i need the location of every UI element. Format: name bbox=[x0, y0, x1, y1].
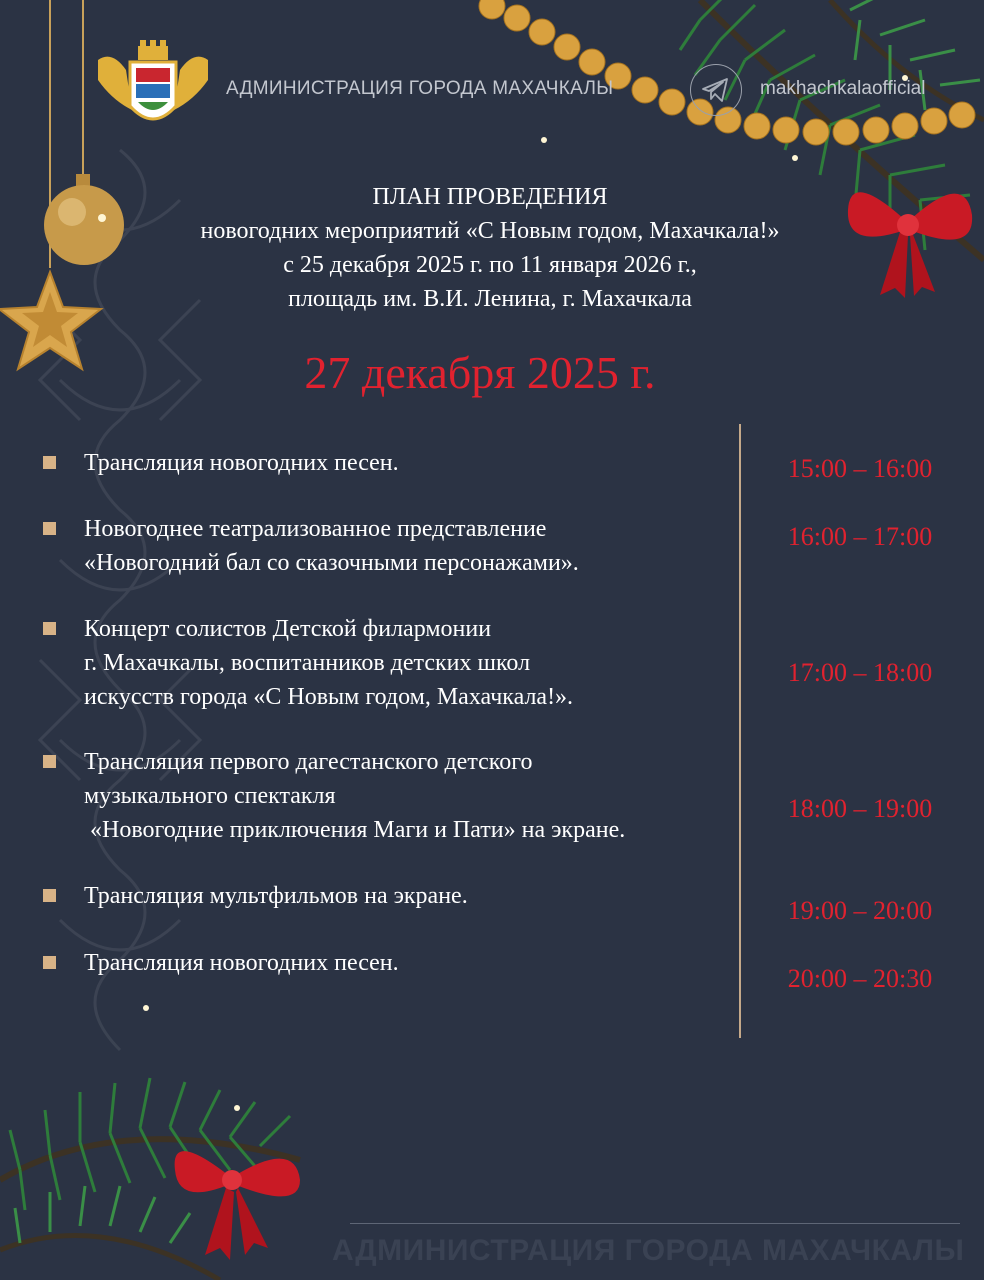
event-line: «Новогодний бал со сказочными персонажами». bbox=[84, 550, 579, 576]
bauble-highlight bbox=[58, 198, 86, 226]
red-bow-bottom-icon bbox=[175, 1151, 300, 1260]
event-line: Трансляция первого дагестанского детского bbox=[84, 749, 533, 775]
event-time: 16:00 – 17:00 bbox=[787, 522, 933, 551]
footer-organization: АДМИНИСТРАЦИЯ ГОРОДА МАХАЧКАЛЫ bbox=[332, 1234, 965, 1267]
title-line-2: новогодних мероприятий «С Новым годом, Махачкала!» bbox=[200, 218, 780, 244]
event-line: Трансляция новогодних песен. bbox=[84, 950, 399, 976]
bullet-square-icon bbox=[43, 956, 56, 969]
bullet-square-icon bbox=[43, 755, 56, 768]
event-description bbox=[84, 612, 734, 714]
event-line: «Новогодние приключения Маги и Пати» на экране. bbox=[84, 817, 626, 843]
schedule-divider bbox=[739, 424, 741, 1038]
organization-name: АДМИНИСТРАЦИЯ ГОРОДА МАХАЧКАЛЫ bbox=[226, 78, 614, 99]
event-time: 20:00 – 20:30 bbox=[787, 964, 933, 993]
event-description bbox=[84, 879, 734, 913]
event-description bbox=[84, 946, 734, 980]
bullet-square-icon bbox=[43, 889, 56, 902]
event-time: 15:00 – 16:00 bbox=[787, 454, 933, 483]
event-line: Трансляция мультфильмов на экране. bbox=[84, 883, 468, 909]
title-line-1: ПЛАН ПРОВЕДЕНИЯ bbox=[372, 184, 608, 210]
event-line: музыкального спектакля bbox=[84, 783, 336, 809]
telegram-plane-icon bbox=[691, 65, 740, 114]
event-time: 17:00 – 18:00 bbox=[787, 658, 933, 687]
event-line: Концерт солистов Детской филармонии bbox=[84, 616, 492, 642]
city-coat-of-arms-icon bbox=[92, 40, 214, 136]
page-title bbox=[100, 180, 880, 316]
event-description bbox=[84, 512, 734, 580]
title-line-3: с 25 декабря 2025 г. по 11 января 2026 г., bbox=[283, 252, 697, 278]
telegram-icon[interactable] bbox=[690, 64, 742, 116]
title-line-4: площадь им. В.И. Ленина, г. Махачкала bbox=[288, 286, 692, 312]
bullet-square-icon bbox=[43, 622, 56, 635]
event-description bbox=[84, 446, 734, 480]
event-line: Трансляция новогодних песен. bbox=[84, 450, 399, 476]
date-heading: 27 декабря 2025 г. bbox=[304, 347, 656, 398]
event-line: Новогоднее театрализованное представление bbox=[84, 516, 547, 542]
bauble-cap bbox=[76, 174, 90, 186]
event-description bbox=[84, 745, 734, 847]
bullet-square-icon bbox=[43, 522, 56, 535]
event-line: искусств города «С Новым годом, Махачкала!». bbox=[84, 684, 574, 710]
bullet-square-icon bbox=[43, 456, 56, 469]
event-line: г. Махачкалы, воспитанников детских школ bbox=[84, 650, 531, 676]
event-time: 19:00 – 20:00 bbox=[787, 896, 933, 925]
telegram-handle[interactable]: makhachkalaofficial bbox=[760, 78, 926, 99]
footer-divider bbox=[350, 1223, 960, 1224]
event-time: 18:00 – 19:00 bbox=[787, 794, 933, 823]
